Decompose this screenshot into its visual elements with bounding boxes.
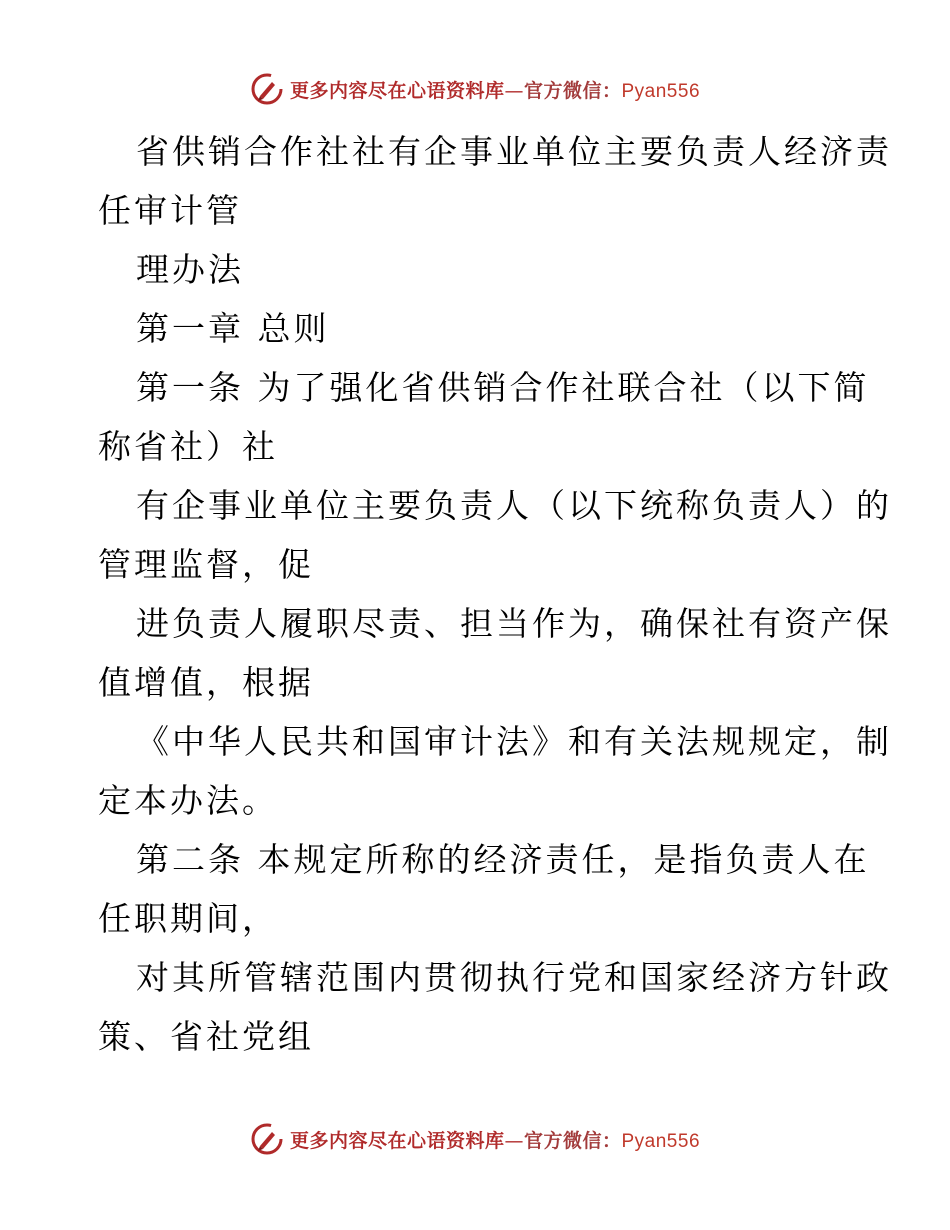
document-body <box>98 122 892 1066</box>
text-line: 策、省社党组 <box>98 1017 314 1056</box>
banner-wechat-label: 官方微信： <box>523 1129 622 1152</box>
banner-wechat-id: Pyan556 <box>621 80 701 102</box>
chapter-heading: 第一章 总则 <box>136 309 330 348</box>
text-line: 进负责人履职尽责、担当作为，确保社有资产保 <box>136 604 892 643</box>
text-line: 省供销合作社社有企事业单位主要负责人经济责 <box>136 132 892 171</box>
text-line: 称省社）社 <box>98 427 278 466</box>
banner-dash: — <box>504 1129 524 1152</box>
text-line: 任职期间， <box>98 899 278 938</box>
text-line: 对其所管辖范围内贯彻执行党和国家经济方针政 <box>136 958 892 997</box>
pen-nib-logo-icon <box>250 1122 284 1156</box>
text-line: 定本办法。 <box>98 781 278 820</box>
banner-slogan: 更多内容尽在心语资料库 <box>289 1129 505 1152</box>
text-line: 有企事业单位主要负责人（以下统称负责人）的 <box>136 486 892 525</box>
text-line: 《中华人民共和国审计法》和有关法规规定，制 <box>136 722 892 761</box>
banner-dash: — <box>504 79 524 102</box>
pen-nib-logo-icon <box>250 72 284 106</box>
text-line: 任审计管 <box>98 191 242 230</box>
text-line: 理办法 <box>136 250 244 289</box>
banner-slogan: 更多内容尽在心语资料库 <box>289 79 505 102</box>
text-line: 管理监督，促 <box>98 545 314 584</box>
text-line: 第二条 本规定所称的经济责任，是指负责人在 <box>136 840 870 879</box>
footer-banner <box>0 1122 950 1156</box>
banner-wechat-id: Pyan556 <box>621 1130 701 1152</box>
text-line: 值增值，根据 <box>98 663 314 702</box>
header-banner <box>0 72 950 106</box>
text-line: 第一条 为了强化省供销合作社联合社（以下简 <box>136 368 870 407</box>
banner-wechat-label: 官方微信： <box>523 79 622 102</box>
